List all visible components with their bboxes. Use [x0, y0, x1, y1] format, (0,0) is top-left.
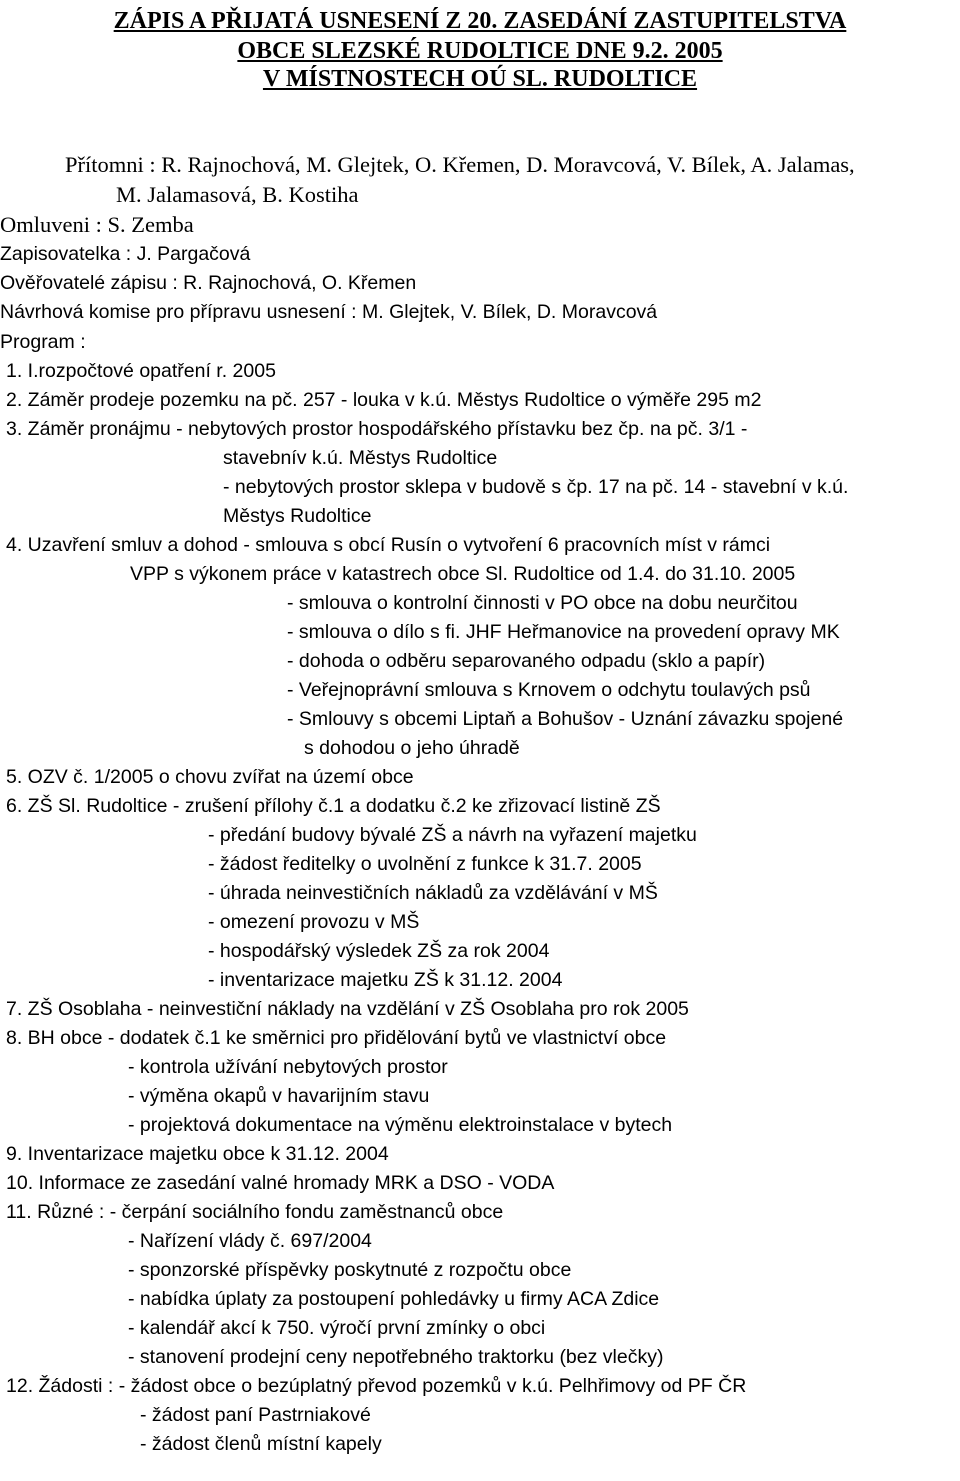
program-item-3: 3. Záměr pronájmu - nebytových prostor hospodářského přístavku bez čp. na pč. 3/1 - — [6, 418, 748, 440]
program-item-11-sub: - kalendář akcí k 750. výročí první zmínky o obci — [128, 1317, 546, 1339]
program-item-1: 1. I.rozpočtové opatření r. 2005 — [6, 360, 276, 382]
program-item-11: 11. Různé : - čerpání sociálního fondu zaměstnanců obce — [6, 1201, 504, 1223]
program-item-2: 2. Záměr prodeje pozemku na pč. 257 - louka v k.ú. Městys Rudoltice o výměře 295 m2 — [6, 389, 762, 411]
document-title-line-1: ZÁPIS A PŘIJATÁ USNESENÍ Z 20. ZASEDÁNÍ ZASTUPITELSTVA — [113, 8, 847, 34]
program-item-6: 6. ZŠ Sl. Rudoltice - zrušení přílohy č.1 a dodatku č.2 ke zřizovací listině ZŠ — [6, 795, 661, 817]
program-item-10: 10. Informace ze zasedání valné hromady MRK a DSO - VODA — [6, 1172, 555, 1194]
program-item-4-sub: - Smlouvy s obcemi Liptaň a Bohušov - Uznání závazku spojené — [287, 708, 844, 730]
excused-line: Omluveni : S. Zemba — [0, 212, 194, 237]
program-item-6-sub: - žádost ředitelky o uvolnění z funkce k 31.7. 2005 — [208, 853, 642, 875]
program-item-12-sub: - žádost členů místní kapely — [140, 1433, 382, 1455]
program-item-5: 5. OZV č. 1/2005 o chovu zvířat na území obce — [6, 766, 414, 788]
program-item-4-cont: VPP s výkonem práce v katastrech obce Sl. Rudoltice od 1.4. do 31.10. 2005 — [130, 563, 796, 585]
document-title-line-3: V MÍSTNOSTECH OÚ SL. RUDOLTICE — [262, 66, 698, 92]
program-item-6-sub: - předání budovy bývalé ZŠ a návrh na vyřazení majetku — [208, 824, 697, 846]
program-item-9: 9. Inventarizace majetku obce k 31.12. 2004 — [6, 1143, 389, 1165]
program-item-3-sub-cont: Městys Rudoltice — [223, 505, 372, 527]
attendance-present-line-2: M. Jalamasová, B. Kostiha — [116, 182, 359, 207]
program-item-4-sub: - smlouva o kontrolní činnosti v PO obce na dobu neurčitou — [287, 592, 798, 614]
program-item-4-sub-cont: s dohodou o jeho úhradě — [304, 737, 520, 759]
program-item-4-sub: - Veřejnoprávní smlouva s Krnovem o odchytu toulavých psů — [287, 679, 811, 701]
program-item-6-sub: - úhrada neinvestičních nákladů za vzdělávání v MŠ — [208, 882, 658, 904]
program-item-6-sub: - omezení provozu v MŠ — [208, 911, 420, 933]
program-item-8-sub: - kontrola užívání nebytových prostor — [128, 1056, 448, 1078]
program-item-4: 4. Uzavření smluv a dohod - smlouva s obcí Rusín o vytvoření 6 pracovních míst v rámci — [6, 534, 771, 556]
program-item-8: 8. BH obce - dodatek č.1 ke směrnici pro přidělování bytů ve vlastnictví obce — [6, 1027, 667, 1049]
program-item-6-sub: - inventarizace majetku ZŠ k 31.12. 2004 — [208, 969, 563, 991]
program-item-12: 12. Žádosti : - žádost obce o bezúplatný převod pozemků v k.ú. Pelhřimovy od PF ČR — [6, 1375, 747, 1397]
program-item-12-sub: - žádost paní Pastrniakové — [140, 1404, 371, 1426]
program-item-11-sub: - sponzorské příspěvky poskytnuté z rozpočtu obce — [128, 1259, 572, 1281]
program-item-7: 7. ZŠ Osoblaha - neinvestiční náklady na vzdělání v ZŠ Osoblaha pro rok 2005 — [6, 998, 689, 1020]
program-heading: Program : — [0, 331, 86, 353]
program-item-11-sub: - stanovení prodejní ceny nepotřebného traktorku (bez vlečky) — [128, 1346, 664, 1368]
program-item-3-sub: - nebytových prostor sklepa v budově s čp. 17 na pč. 14 - stavební v k.ú. — [223, 476, 849, 498]
program-item-4-sub: - smlouva o dílo s fi. JHF Heřmanovice na provedení opravy MK — [287, 621, 840, 643]
program-item-8-sub: - projektová dokumentace na výměnu elektroinstalace v bytech — [128, 1114, 673, 1136]
verifiers-line: Ověřovatelé zápisu : R. Rajnochová, O. Křemen — [0, 272, 417, 294]
program-item-11-sub: - nabídka úplaty za postoupení pohledávky u firmy ACA Zdice — [128, 1288, 660, 1310]
program-item-4-sub: - dohoda o odběru separovaného odpadu (sklo a papír) — [287, 650, 766, 672]
attendance-present-line-1: Přítomni : R. Rajnochová, M. Glejtek, O. Křemen, D. Moravcová, V. Bílek, A. Jalamas, — [65, 152, 855, 177]
program-item-11-sub: - Nařízení vlády č. 697/2004 — [128, 1230, 372, 1252]
document-title-line-2: OBCE SLEZSKÉ RUDOLTICE DNE 9.2. 2005 — [237, 38, 723, 64]
recorder-line: Zapisovatelka : J. Pargačová — [0, 243, 251, 265]
proposal-committee-line: Návrhová komise pro přípravu usnesení : M. Glejtek, V. Bílek, D. Moravcová — [0, 301, 658, 323]
program-item-3-cont: stavebnív k.ú. Městys Rudoltice — [223, 447, 498, 469]
program-item-8-sub: - výměna okapů v havarijním stavu — [128, 1085, 430, 1107]
program-item-6-sub: - hospodářský výsledek ZŠ za rok 2004 — [208, 940, 550, 962]
